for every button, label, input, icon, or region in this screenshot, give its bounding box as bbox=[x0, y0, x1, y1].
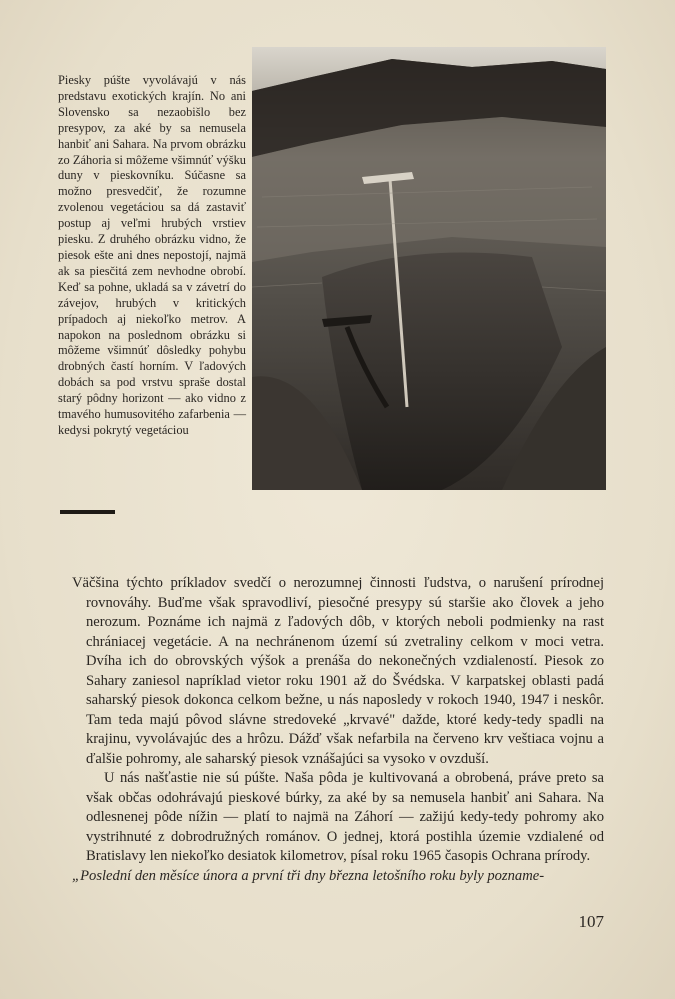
photo-caption bbox=[58, 73, 246, 439]
paragraph-2: U nás našťastie nie sú púšte. Naša pôda je kultivovaná a obrobená, práve preto sa však občas odohrávajú pieskové búrky, za aké by sa nemusela hanbiť ani Sahara. Na odlesnenej pôde nížin — platí to najmä na Záhorí — zažijú kedy-tedy pohromy ako vystrihnuté z dobrodružných románov. O jednej, ktorá postihla územie vzdialené od Bratislavy len niekoľko desiatok kilometrov, písal roku 1965 časopis Ochrana prírody. bbox=[86, 770, 604, 864]
paragraph-1: Väčšina týchto príkladov svedčí o nerozumnej činnosti ľudstva, o narušení prírodnej rovnováhy. Buďme však spravodliví, piesočné presypy sú staršie ako človek a jeho nerozum. Poznáme ich najmä z ľadových dôb, v ktorých neboli podmienky na rast chrániacej vegetácie. A na nechránenom území sú zvetraliny celkom v moci vetra. Dvíha ich do obrovských výšok a prenáša do nekonečných vzdialeností. Piesok zo Sahary zaniesol napríklad vietor roku 1901 až do Švédska. V karpatskej oblasti padá saharský piesok dokonca celkom bežne, u nás naposledy v rokoch 1940, 1947 i neskôr. Tam teda majú pôvod slávne stredoveké „krvavé" dažde, ktoré kedy-tedy spadli na krajinu, vyvolávajúc des a hrôzu. Dážď však nefarbila na červeno krv veštiaca vojnu a ďalšie pohromy, ale saharský piesok vznášajúci sa vysoko v ovzduší. bbox=[72, 575, 604, 767]
caption-text: Piesky púšte vyvolávajú v nás predstavu exotických krajín. No ani Slovensko sa nezaobišlo bez presypov, za aké by sa nemusela hanbiť ani Sahara. Na prvom obrázku zo Záhoria si môžeme všimnúť výšku duny v pieskovníku. Súčasne sa možno presvedčiť, že rozumne zvolenou vegetáciou sa dá zastaviť postup aj veľmi hrubých vrstiev piesku. Z druhého obrázku vidno, že piesok ešte ani dnes nepostojí, najmä ak sa piesčitá zem nevhodne obrobí. Keď sa pohne, ukladá sa v závetrí do závejov, hrubých v kritických prípadoch aj niekoľko metrov. A napokon na poslednom obrázku si môžeme všimnúť dôsledky pohybu drobných častí horním. V ľadových dobách sa pod vrstvu sprašе dostal starý pôdny horizont — ako vidno z tmavého humusovitého zafarbenia — kedysi pokrytý vegetáciou bbox=[58, 73, 246, 437]
quote-paragraph: „Poslední den měsíce února a první tři dny března letošního roku byly pozname- bbox=[72, 867, 545, 884]
main-text bbox=[72, 574, 604, 886]
section-divider bbox=[60, 510, 115, 514]
soil-profile-photo bbox=[252, 47, 606, 490]
photo-illustration bbox=[252, 47, 606, 490]
page-number: 107 bbox=[578, 912, 604, 931]
